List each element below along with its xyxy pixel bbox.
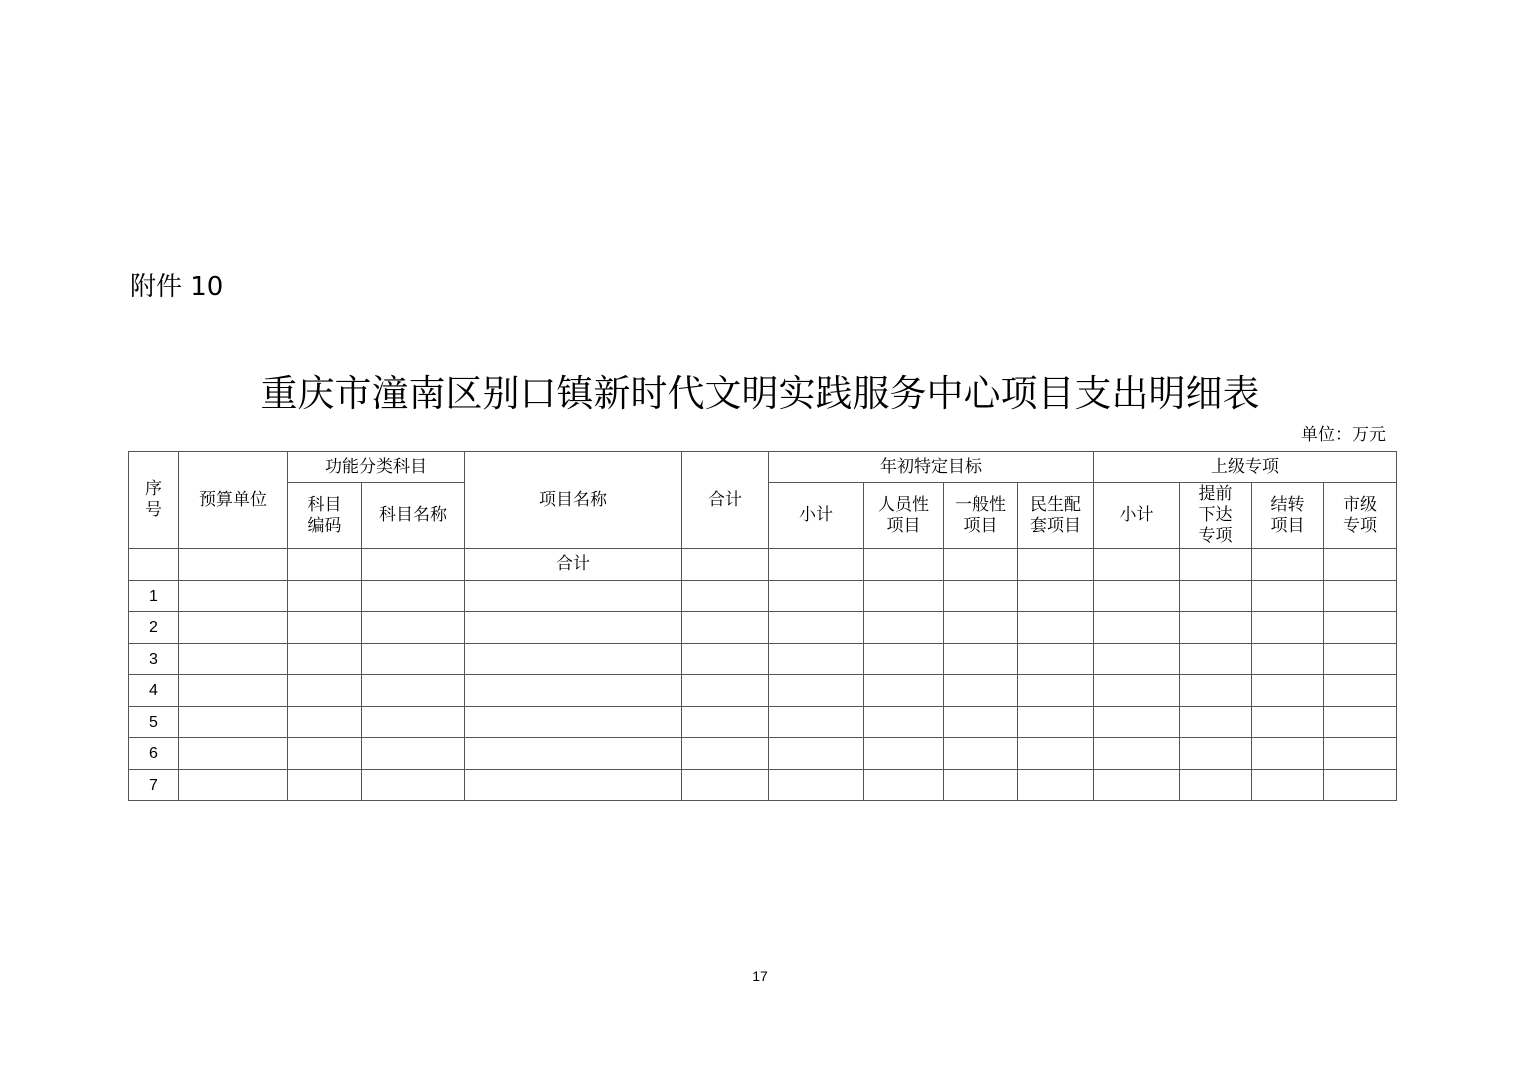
table-cell <box>1018 738 1094 770</box>
table-cell <box>288 612 362 644</box>
table-cell <box>1018 549 1094 581</box>
table-cell <box>1094 738 1180 770</box>
table-cell <box>179 581 288 612</box>
header-budget-unit: 预算单位 <box>179 452 288 549</box>
header-superior-special: 上级专项 <box>1094 452 1397 483</box>
table-cell <box>1180 707 1252 738</box>
table-cell <box>769 707 864 738</box>
table-cell <box>1252 644 1324 675</box>
table-cell <box>288 707 362 738</box>
table-cell <box>465 612 682 644</box>
table-cell <box>179 644 288 675</box>
table-cell <box>288 644 362 675</box>
expenditure-detail-table <box>128 451 1397 801</box>
table-cell <box>129 549 179 581</box>
table-cell <box>1252 549 1324 581</box>
row-seq: 7 <box>129 770 179 801</box>
table-row <box>129 738 1397 770</box>
table-cell <box>362 707 465 738</box>
table-row <box>129 675 1397 707</box>
table-cell <box>1180 612 1252 644</box>
header-personnel: 人员性项目 <box>864 483 944 549</box>
header-func-category: 功能分类科目 <box>288 452 465 483</box>
header-subject-code: 科目编码 <box>288 483 362 549</box>
table-cell <box>465 707 682 738</box>
table-cell <box>1180 738 1252 770</box>
table-row <box>129 644 1397 675</box>
page-title: 重庆市潼南区别口镇新时代文明实践服务中心项目支出明细表 <box>260 372 1260 415</box>
table-cell <box>1094 707 1180 738</box>
table-cell <box>1018 675 1094 707</box>
table-row <box>129 707 1397 738</box>
table-cell <box>1252 581 1324 612</box>
table-cell <box>362 612 465 644</box>
table-cell <box>1324 549 1397 581</box>
table-cell <box>1180 549 1252 581</box>
table-cell <box>1324 644 1397 675</box>
table-cell <box>944 612 1018 644</box>
table-cell <box>1018 612 1094 644</box>
table-cell <box>288 738 362 770</box>
table-cell <box>362 675 465 707</box>
header-project-name: 项目名称 <box>465 452 682 549</box>
table-cell <box>944 707 1018 738</box>
table-cell <box>682 549 769 581</box>
table-cell <box>864 770 944 801</box>
row-seq: 3 <box>129 644 179 675</box>
table-cell <box>864 738 944 770</box>
table-cell <box>1252 707 1324 738</box>
table-cell <box>1094 612 1180 644</box>
row-seq: 4 <box>129 675 179 707</box>
attachment-label: 附件 10 <box>130 272 224 302</box>
table-cell <box>682 675 769 707</box>
table-cell <box>362 644 465 675</box>
table-cell <box>288 581 362 612</box>
table-cell <box>1180 644 1252 675</box>
table-cell <box>864 644 944 675</box>
table-cell <box>1094 549 1180 581</box>
total-row <box>129 549 1397 581</box>
table-cell <box>1324 581 1397 612</box>
header-annual-target: 年初特定目标 <box>769 452 1094 483</box>
table-row <box>129 581 1397 612</box>
table-cell <box>1180 675 1252 707</box>
table-cell <box>1324 707 1397 738</box>
table-cell <box>179 738 288 770</box>
row-seq: 1 <box>129 581 179 612</box>
table-cell <box>864 675 944 707</box>
table-cell <box>465 581 682 612</box>
table-cell <box>1324 675 1397 707</box>
table-cell <box>944 581 1018 612</box>
table-cell <box>769 738 864 770</box>
table-cell <box>1252 738 1324 770</box>
header-livelihood: 民生配套项目 <box>1018 483 1094 549</box>
header-subject-name: 科目名称 <box>362 483 465 549</box>
table-cell <box>944 549 1018 581</box>
table-cell <box>769 549 864 581</box>
table-cell <box>944 738 1018 770</box>
table-cell <box>1018 770 1094 801</box>
header-seq: 序号 <box>129 452 179 549</box>
table-row <box>129 612 1397 644</box>
header-advance: 提前下达专项 <box>1180 483 1252 549</box>
table-cell <box>465 770 682 801</box>
table-cell <box>179 612 288 644</box>
unit-label: 单位：万元 <box>1301 425 1386 445</box>
header-general: 一般性项目 <box>944 483 1018 549</box>
table-cell <box>362 770 465 801</box>
table-cell <box>682 738 769 770</box>
table-cell <box>1252 770 1324 801</box>
table-cell <box>1018 581 1094 612</box>
table-cell <box>1094 675 1180 707</box>
page-number: 17 <box>752 968 768 984</box>
table-cell <box>179 707 288 738</box>
table-cell <box>864 707 944 738</box>
header-superior-subtotal: 小计 <box>1094 483 1180 549</box>
row-seq: 6 <box>129 738 179 770</box>
table-cell <box>1180 581 1252 612</box>
header-annual-subtotal: 小计 <box>769 483 864 549</box>
table-cell <box>179 770 288 801</box>
table-row <box>129 770 1397 801</box>
table-cell <box>682 770 769 801</box>
table-cell <box>682 612 769 644</box>
table-cell <box>944 770 1018 801</box>
table-cell <box>769 581 864 612</box>
table-cell <box>769 675 864 707</box>
table-cell <box>944 644 1018 675</box>
table-cell <box>288 549 362 581</box>
table-cell <box>1094 581 1180 612</box>
table-cell <box>769 770 864 801</box>
row-seq: 5 <box>129 707 179 738</box>
header-total: 合计 <box>682 452 769 549</box>
row-seq: 2 <box>129 612 179 644</box>
table-cell <box>465 738 682 770</box>
table-cell <box>179 549 288 581</box>
table-cell <box>362 549 465 581</box>
header-carryover: 结转项目 <box>1252 483 1324 549</box>
table-cell <box>1252 675 1324 707</box>
table-cell <box>362 738 465 770</box>
table-cell <box>1252 612 1324 644</box>
table-cell <box>682 707 769 738</box>
table-cell <box>362 581 465 612</box>
table-cell <box>1094 644 1180 675</box>
table-cell <box>1180 770 1252 801</box>
total-row-label: 合计 <box>465 549 682 581</box>
table-cell <box>682 644 769 675</box>
table-cell <box>944 675 1018 707</box>
table-cell <box>864 612 944 644</box>
table-cell <box>682 581 769 612</box>
table-cell <box>1018 707 1094 738</box>
table-cell <box>465 644 682 675</box>
table-cell <box>769 644 864 675</box>
table-cell <box>1324 770 1397 801</box>
table-cell <box>769 612 864 644</box>
table-cell <box>1018 644 1094 675</box>
table-cell <box>465 675 682 707</box>
header-municipal: 市级专项 <box>1324 483 1397 549</box>
table-cell <box>864 581 944 612</box>
table-cell <box>288 770 362 801</box>
table-cell <box>864 549 944 581</box>
table-cell <box>1094 770 1180 801</box>
table-cell <box>1324 738 1397 770</box>
table-cell <box>288 675 362 707</box>
table-cell <box>179 675 288 707</box>
table-cell <box>1324 612 1397 644</box>
